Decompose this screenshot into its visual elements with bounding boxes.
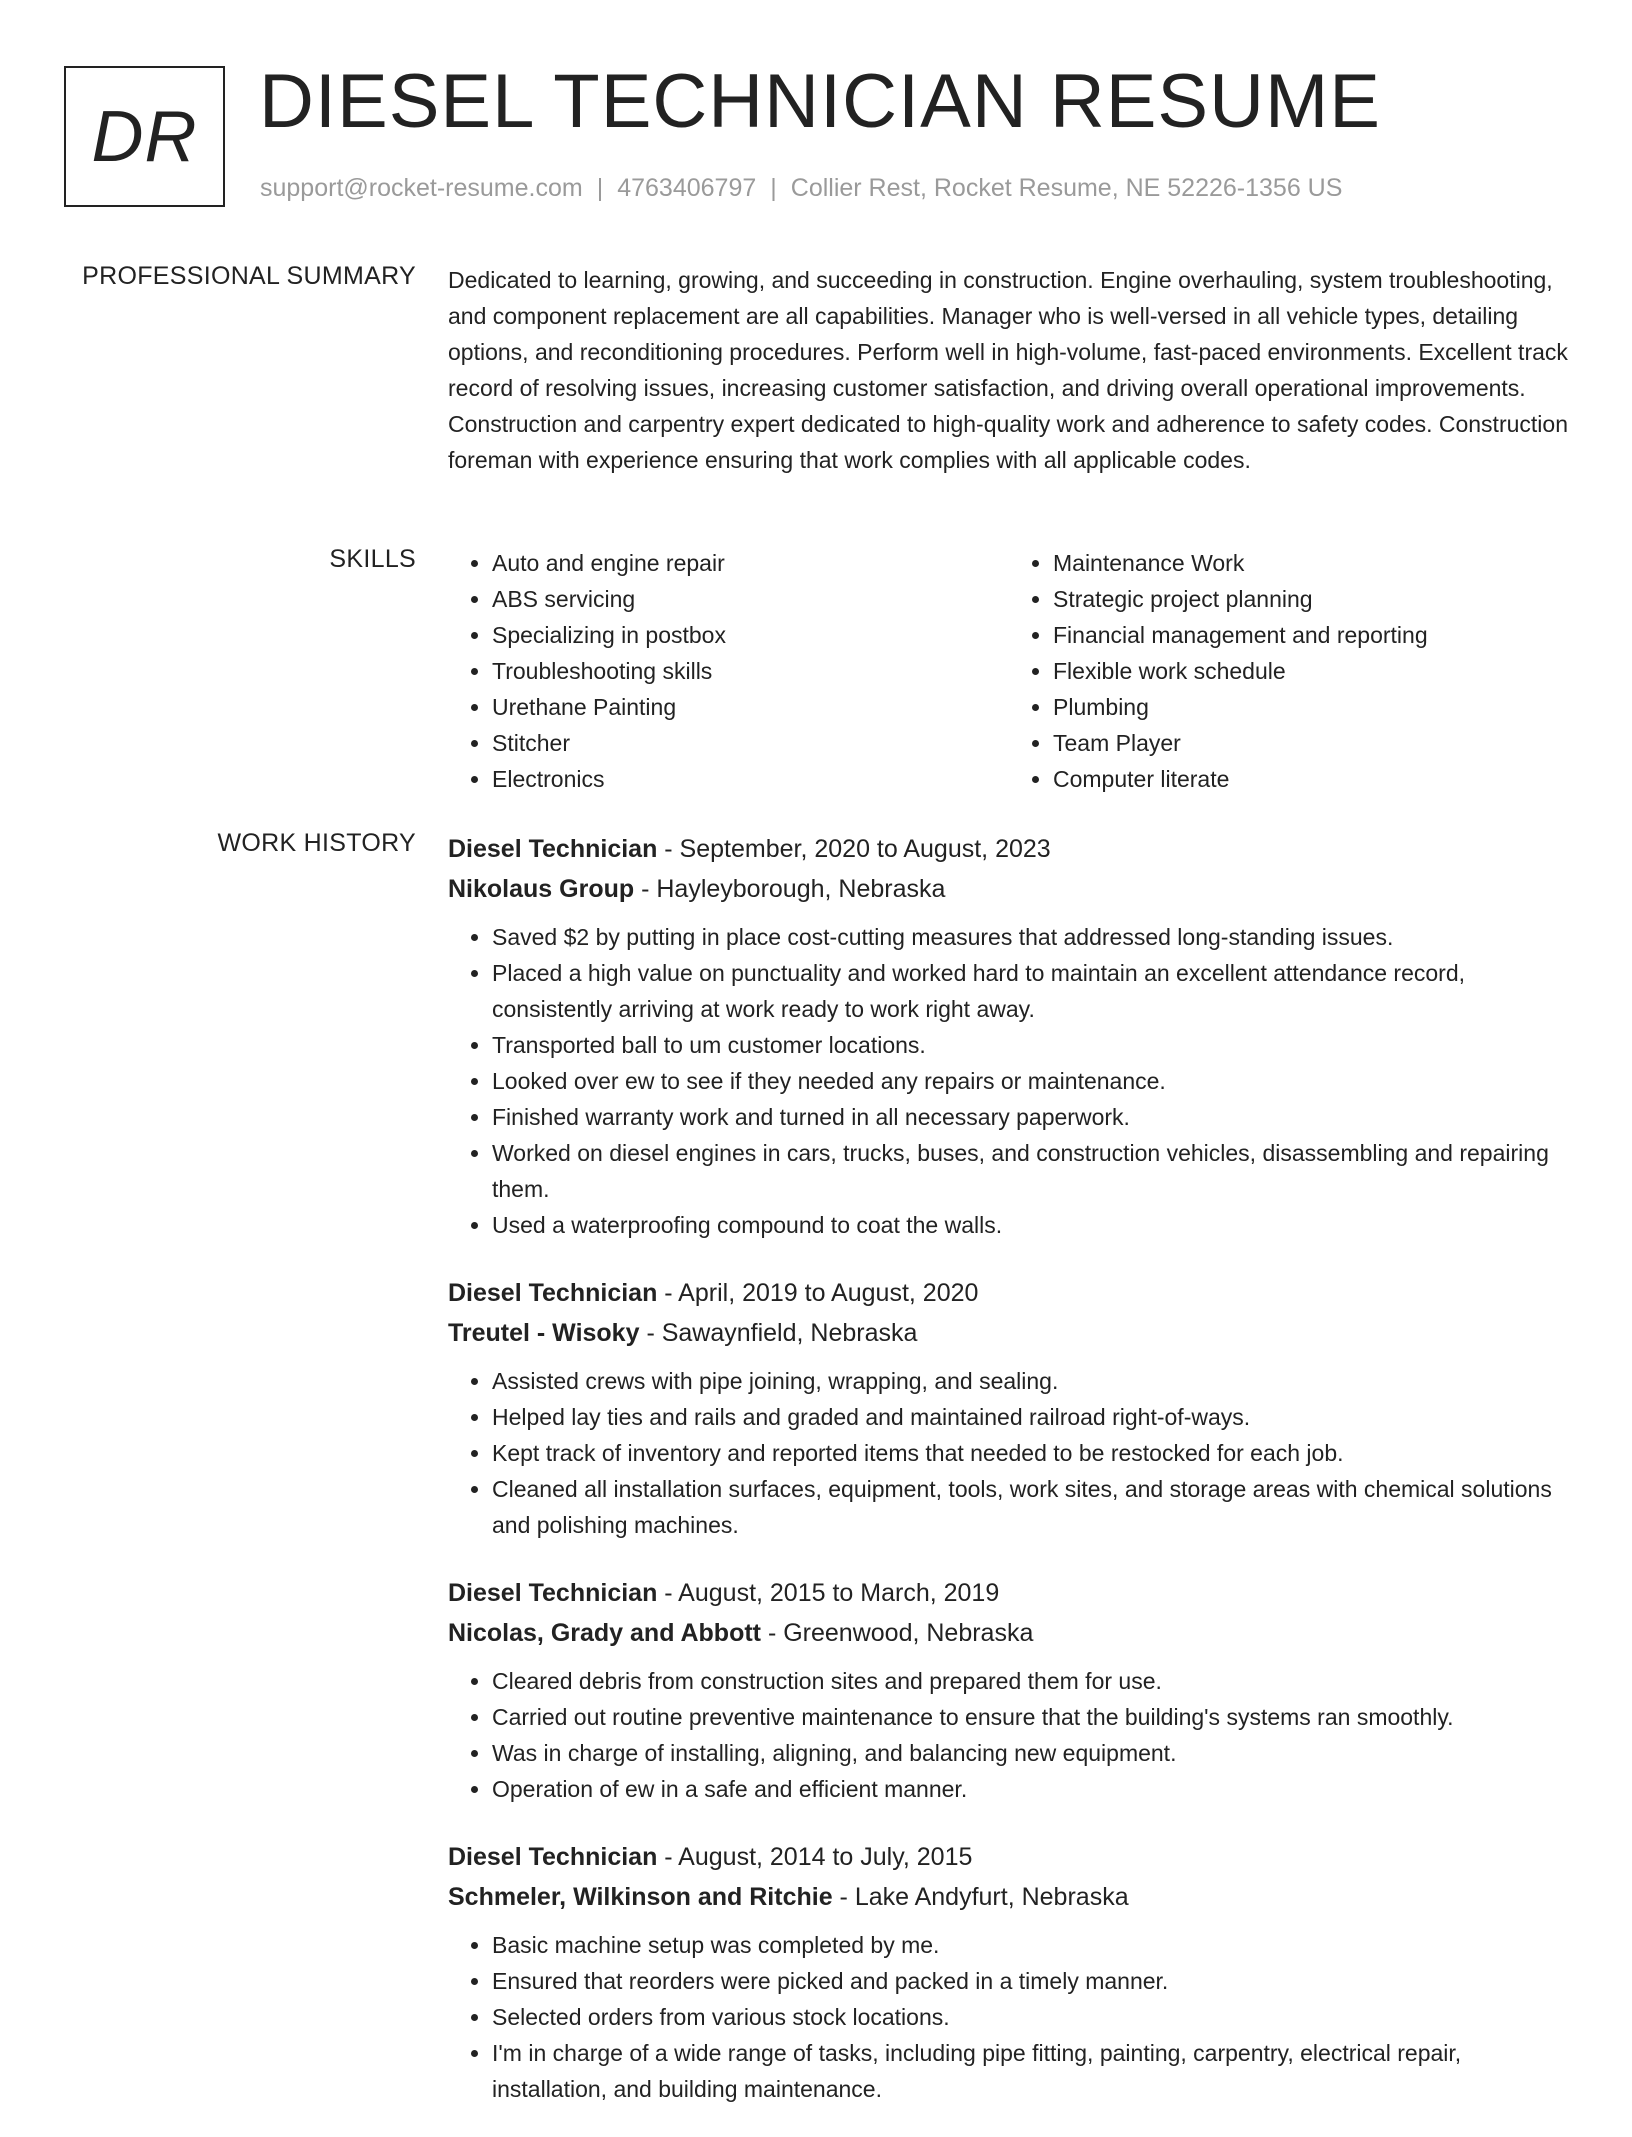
list-item: • Ensured that reorders were picked and packed in a timely manner. xyxy=(492,1963,1570,1999)
list-item: • Computer literate xyxy=(1053,761,1570,797)
list-item: • Financial management and reporting xyxy=(1053,617,1570,653)
job-company-line xyxy=(448,1313,1570,1353)
list-item: • Helped lay ties and rails and graded and maintained railroad right-of-ways. xyxy=(492,1399,1570,1435)
contact-email[interactable]: support@rocket-resume.com xyxy=(260,174,583,202)
resume-title: DIESEL TECHNICIAN RESUME xyxy=(259,59,1381,144)
list-item: • Kept track of inventory and reported items that needed to be restocked for each job. xyxy=(492,1435,1570,1471)
job-entry xyxy=(448,829,1570,1243)
list-item: • Stitcher xyxy=(492,725,1009,761)
job-company-line xyxy=(448,1613,1570,1653)
list-item: • Worked on diesel engines in cars, trucks, buses, and construction vehicles, disassembling and repairing them. xyxy=(492,1135,1570,1207)
contact-separator: | xyxy=(596,174,604,202)
job-bullets xyxy=(448,1363,1570,1543)
job-company-line xyxy=(448,1877,1570,1917)
list-item: • Maintenance Work xyxy=(1053,545,1570,581)
job-location: - Greenwood, Nebraska xyxy=(761,1619,1034,1647)
job-dates: - August, 2015 to March, 2019 xyxy=(657,1579,1000,1607)
job-company: Treutel - Wisoky xyxy=(448,1319,640,1347)
list-item: • Auto and engine repair xyxy=(492,545,1009,581)
job-location: - Lake Andyfurt, Nebraska xyxy=(832,1883,1129,1911)
list-item: • Electronics xyxy=(492,761,1009,797)
job-title-line xyxy=(448,1273,1570,1313)
job-bullets xyxy=(448,919,1570,1243)
list-item: • Troubleshooting skills xyxy=(492,653,1009,689)
list-item: • Operation of ew in a safe and efficient manner. xyxy=(492,1771,1570,1807)
list-item: • Urethane Painting xyxy=(492,689,1009,725)
list-item: • Basic machine setup was completed by me. xyxy=(492,1927,1570,1963)
job-company: Schmeler, Wilkinson and Ritchie xyxy=(448,1883,833,1911)
job-entry xyxy=(448,1573,1570,1807)
contact-address: Collier Rest, Rocket Resume, NE 52226-1356 US xyxy=(790,174,1343,202)
skills-list-right xyxy=(1009,545,1570,797)
job-list xyxy=(448,829,1570,2137)
job-bullets xyxy=(448,1927,1570,2107)
job-title: Diesel Technician xyxy=(448,1579,658,1607)
summary-heading: PROFESSIONAL SUMMARY xyxy=(82,262,416,290)
job-title: Diesel Technician xyxy=(448,1279,658,1307)
job-title: Diesel Technician xyxy=(448,1843,658,1871)
list-item: • Assisted crews with pipe joining, wrapping, and sealing. xyxy=(492,1363,1570,1399)
list-item: • Plumbing xyxy=(1053,689,1570,725)
list-item: • Specializing in postbox xyxy=(492,617,1009,653)
list-item: • Transported ball to um customer locations. xyxy=(492,1027,1570,1063)
job-dates: - August, 2014 to July, 2015 xyxy=(657,1843,973,1871)
job-entry xyxy=(448,1273,1570,1543)
list-item: • ABS servicing xyxy=(492,581,1009,617)
list-item: • Carried out routine preventive maintenance to ensure that the building's systems ran smoothly. xyxy=(492,1699,1570,1735)
job-title-line xyxy=(448,1573,1570,1613)
skills-list-left xyxy=(448,545,1009,797)
list-item: • Team Player xyxy=(1053,725,1570,761)
job-entry xyxy=(448,1837,1570,2107)
job-location: - Hayleyborough, Nebraska xyxy=(634,875,946,903)
list-item: • Cleaned all installation surfaces, equipment, tools, work sites, and storage areas with chemical solutions and polishing machines. xyxy=(492,1471,1570,1543)
list-item: • Used a waterproofing compound to coat the walls. xyxy=(492,1207,1570,1243)
list-item: • Selected orders from various stock locations. xyxy=(492,1999,1570,2035)
list-item: • Placed a high value on punctuality and worked hard to maintain an excellent attendance record, consistently arriving at work ready to work right away. xyxy=(492,955,1570,1027)
summary-text: Dedicated to learning, growing, and succeeding in construction. Engine overhauling, system troubleshooting, and component replacement are all capabilities. Manager who is well-versed in all vehicle types, detailing options, and reconditioning procedures. Perform well in high-volume, fast-paced environments. Excellent track record of resolving issues, increasing customer satisfaction, and driving overall operational improvements. Construction and carpentry expert dedicated to high-quality work and adherence to safety codes. Construction foreman with experience ensuring that work complies with all applicable codes. xyxy=(448,267,1568,473)
job-company-line xyxy=(448,869,1570,909)
list-item: • Looked over ew to see if they needed any repairs or maintenance. xyxy=(492,1063,1570,1099)
job-company: Nikolaus Group xyxy=(448,875,635,903)
list-item: • Saved $2 by putting in place cost-cutting measures that addressed long-standing issues. xyxy=(492,919,1570,955)
skills-heading: SKILLS xyxy=(329,545,416,573)
monogram-logo: DR xyxy=(64,66,225,207)
job-location: - Sawaynfield, Nebraska xyxy=(639,1319,918,1347)
job-dates: - April, 2019 to August, 2020 xyxy=(657,1279,979,1307)
job-title-line xyxy=(448,1837,1570,1877)
list-item: • Flexible work schedule xyxy=(1053,653,1570,689)
job-company: Nicolas, Grady and Abbott xyxy=(448,1619,762,1647)
job-bullets xyxy=(448,1663,1570,1807)
list-item: • I'm in charge of a wide range of tasks, including pipe fitting, painting, carpentry, electrical repair, installation, and building maintenance. xyxy=(492,2035,1570,2107)
contact-line xyxy=(260,174,1342,203)
list-item: • Finished warranty work and turned in all necessary paperwork. xyxy=(492,1099,1570,1135)
job-title-line xyxy=(448,829,1570,869)
list-item: • Strategic project planning xyxy=(1053,581,1570,617)
job-title: Diesel Technician xyxy=(448,835,658,863)
job-dates: - September, 2020 to August, 2023 xyxy=(657,835,1051,863)
list-item: • Cleared debris from construction sites and prepared them for use. xyxy=(492,1663,1570,1699)
work-history-heading: WORK HISTORY xyxy=(217,829,416,857)
contact-separator: | xyxy=(770,174,777,202)
list-item: • Was in charge of installing, aligning, and balancing new equipment. xyxy=(492,1735,1570,1771)
contact-phone[interactable]: 4763406797 xyxy=(617,174,757,202)
